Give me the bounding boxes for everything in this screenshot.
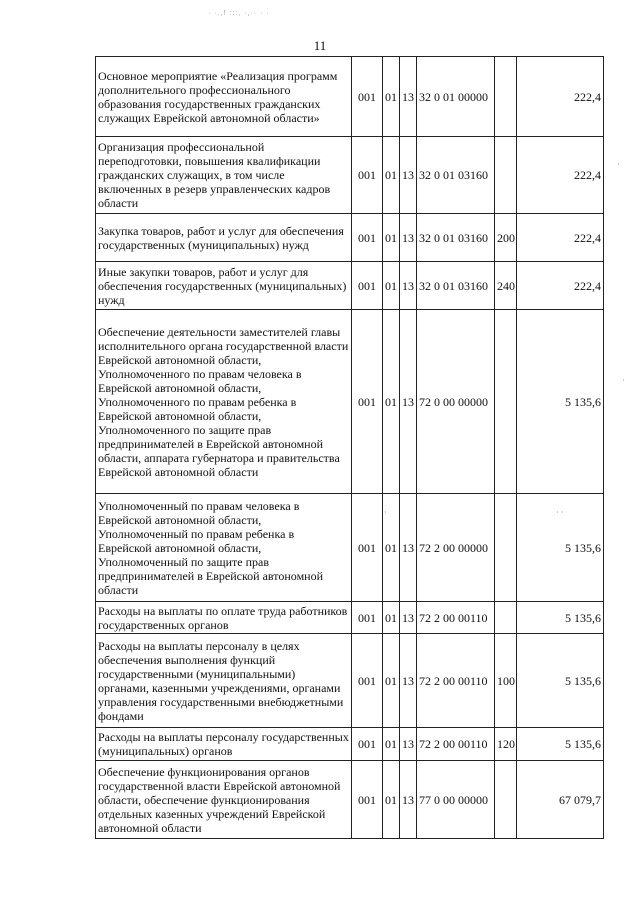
target-article-code: 72 2 00 00110: [417, 602, 495, 634]
target-article-code: 32 0 01 03160: [417, 262, 495, 310]
table-row: [96, 262, 604, 310]
ministry-code: 001: [352, 262, 383, 310]
ministry-code: 001: [352, 494, 383, 602]
section-code: 01: [383, 214, 400, 262]
row-name: Иные закупки товаров, работ и услуг для обеспечения государственных (муниципальных) нужд: [96, 262, 352, 310]
amount-value: 5 135,6: [517, 310, 604, 494]
subsection-code: 13: [400, 57, 417, 137]
target-article-code: 32 0 01 03160: [417, 214, 495, 262]
amount-value: 222,4: [517, 57, 604, 137]
ministry-code: 001: [352, 634, 383, 728]
target-article-code: 72 2 00 00000: [417, 494, 495, 602]
target-article-code: 32 0 01 00000: [417, 57, 495, 137]
row-name: Обеспечение деятельности заместителей главы исполнительного органа государственной власти Еврейской автономной области, Уполномоченного по правам человека в Еврейской автономной области, Уполномоченного по правам ребенка в Еврейской автономной области, Уполномоченного по защите прав предпринимателей в Еврейской автономной области, аппарата губернатора и правительства Еврейской автономной области: [96, 310, 352, 494]
row-name: Уполномоченный по правам человека в Еврейской автономной области, Уполномоченный по правам ребенка в Еврейской автономной области, Уполномоченный по защите прав предпринимателей в Еврейской автономной области: [96, 494, 352, 602]
ministry-code: 001: [352, 761, 383, 839]
page-number: 11: [313, 38, 327, 53]
expense-type-code: [495, 761, 517, 839]
subsection-code: 13: [400, 602, 417, 634]
amount-value: 5 135,6: [517, 634, 604, 728]
amount-value: 222,4: [517, 214, 604, 262]
expense-type-code: [495, 494, 517, 602]
ministry-code: 001: [352, 728, 383, 761]
expense-type-code: 200: [495, 214, 517, 262]
target-article-code: 77 0 00 00000: [417, 761, 495, 839]
table-row: [96, 494, 604, 602]
row-name: Организация профессиональной переподготовки, повышения квалификации гражданских служащих, в том числе включенных в резерв управленческих кадров области: [96, 137, 352, 214]
amount-value: 222,4: [517, 137, 604, 214]
row-name: Обеспечение функционирования органов государственной власти Еврейской автономной области, обеспечение функционирования отдельных казенных учреждений Еврейской автономной области: [96, 761, 352, 839]
table-row: [96, 728, 604, 761]
subsection-code: 13: [400, 214, 417, 262]
scan-artifact-text: · ·.,! :::, ·,·· · ·: [208, 10, 270, 17]
subsection-code: 13: [400, 761, 417, 839]
subsection-code: 13: [400, 137, 417, 214]
scan-speck: ·: [617, 160, 620, 169]
expense-type-code: [495, 137, 517, 214]
amount-value: 5 135,6: [517, 494, 604, 602]
row-name: Основное мероприятие «Реализация программ дополнительного профессионального образования государственных гражданских служащих Еврейской автономной области»: [96, 57, 352, 137]
expense-type-code: [495, 57, 517, 137]
row-name: Расходы на выплаты персоналу государственных (муниципальных) органов: [96, 728, 352, 761]
expense-type-code: [495, 310, 517, 494]
target-article-code: 72 2 00 00110: [417, 634, 495, 728]
table-row: [96, 57, 604, 137]
table-row: [96, 214, 604, 262]
section-code: 01: [383, 728, 400, 761]
table-row: [96, 602, 604, 634]
target-article-code: 32 0 01 03160: [417, 137, 495, 214]
ministry-code: 001: [352, 57, 383, 137]
subsection-code: 13: [400, 728, 417, 761]
section-code: 01: [383, 602, 400, 634]
section-code: 01: [383, 761, 400, 839]
scan-speck: ·: [384, 508, 387, 517]
scan-speck: · ·: [556, 508, 564, 517]
section-code: 01: [383, 310, 400, 494]
table-row: [96, 137, 604, 214]
budget-table: [95, 56, 604, 839]
section-code: 01: [383, 137, 400, 214]
subsection-code: 13: [400, 494, 417, 602]
ministry-code: 001: [352, 310, 383, 494]
section-code: 01: [383, 634, 400, 728]
ministry-code: 001: [352, 214, 383, 262]
scan-speck: ·: [622, 376, 625, 385]
section-code: 01: [383, 262, 400, 310]
ministry-code: 001: [352, 137, 383, 214]
row-name: Расходы на выплаты по оплате труда работников государственных органов: [96, 602, 352, 634]
amount-value: 67 079,7: [517, 761, 604, 839]
expense-type-code: 240: [495, 262, 517, 310]
amount-value: 5 135,6: [517, 728, 604, 761]
expense-type-code: [495, 602, 517, 634]
amount-value: 5 135,6: [517, 602, 604, 634]
target-article-code: 72 0 00 00000: [417, 310, 495, 494]
amount-value: 222,4: [517, 262, 604, 310]
table-row: [96, 761, 604, 839]
row-name: Закупка товаров, работ и услуг для обеспечения государственных (муниципальных) нужд: [96, 214, 352, 262]
subsection-code: 13: [400, 310, 417, 494]
section-code: 01: [383, 57, 400, 137]
expense-type-code: 100: [495, 634, 517, 728]
expense-type-code: 120: [495, 728, 517, 761]
subsection-code: 13: [400, 634, 417, 728]
table-row: [96, 310, 604, 494]
subsection-code: 13: [400, 262, 417, 310]
table-row: [96, 634, 604, 728]
row-name: Расходы на выплаты персоналу в целях обеспечения выполнения функций государственными (муниципальными) органами, казенными учреждениями, органами управления государственными внебюджетными фондами: [96, 634, 352, 728]
ministry-code: 001: [352, 602, 383, 634]
budget-table-body: [96, 57, 604, 839]
section-code: 01: [383, 494, 400, 602]
target-article-code: 72 2 00 00110: [417, 728, 495, 761]
